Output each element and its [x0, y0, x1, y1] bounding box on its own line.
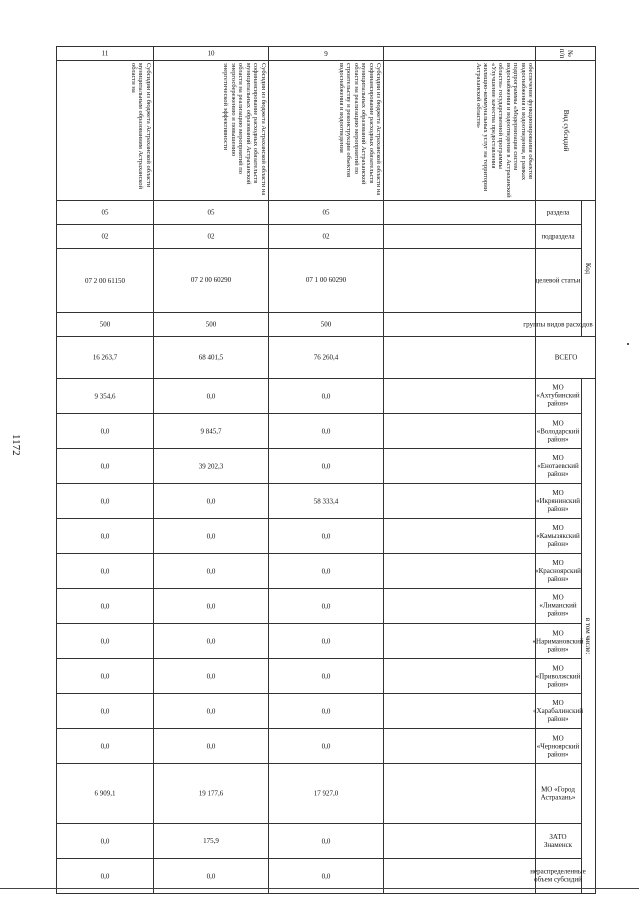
cell-value: 0,0: [321, 742, 331, 750]
row-region-value: [153, 554, 268, 589]
cell-value: 0,0: [100, 872, 110, 881]
row-region-value: [57, 519, 154, 554]
row-region-value: [268, 624, 383, 659]
cell-value: 19 177,6: [198, 789, 224, 798]
header-region-label: ЗАТО Знаменск: [544, 833, 573, 849]
cell-value: 17 927,0: [313, 789, 339, 798]
cell-value: 0,0: [206, 602, 216, 610]
row-region-value: [153, 729, 268, 764]
cell-value: 500: [99, 320, 111, 329]
row-region-value: [268, 824, 383, 859]
cell-value: 0,0: [206, 872, 216, 881]
row-region-value: [268, 519, 383, 554]
row-region-value: [153, 484, 268, 519]
cell-value: 0,0: [100, 837, 110, 845]
header-num: № п/п: [536, 47, 596, 61]
table-row: [153, 47, 268, 894]
header-region-label: МО «Город Астрахань»: [541, 785, 576, 802]
header-region-label: МО «Наримановский район»: [533, 629, 584, 653]
cell-value: 02: [322, 232, 330, 241]
cell-value: 68 401,5: [198, 353, 224, 362]
row-razdel: [57, 201, 154, 225]
row-region-value: [153, 519, 268, 554]
header-region-label: МО «Харабалинский район»: [533, 699, 584, 724]
row-podrazdel: [153, 225, 268, 249]
header-code-label: группы видов расходов: [523, 320, 594, 329]
header-region-label: МО «Енотаевский район»: [537, 454, 580, 478]
row-region-value: [384, 624, 536, 659]
cell-value: 0,0: [206, 497, 216, 505]
cell-value: 0,0: [100, 497, 110, 505]
row-region-value: [57, 589, 154, 624]
row-region-value: [384, 659, 536, 694]
header-code-col-0: [536, 201, 581, 225]
cell-value: 0,0: [206, 637, 216, 645]
row-target-article: [57, 249, 154, 313]
header-code-col-1: [536, 225, 581, 249]
row-region-value: [268, 764, 383, 824]
cell-value: 05: [207, 208, 215, 217]
row-podrazdel: [57, 225, 154, 249]
cell-value: 0,0: [206, 392, 216, 400]
header-region-label: нераспределенные объем субсидий: [530, 868, 587, 885]
row-expense-group: [384, 313, 536, 337]
row-region-value: [268, 694, 383, 729]
cell-value: 07 2 00 61150: [84, 276, 125, 285]
header-region-10: [536, 729, 581, 764]
cell-value: 9: [324, 49, 328, 58]
cell-value: 0,0: [321, 427, 331, 435]
cell-value: 500: [205, 320, 217, 329]
header-region-label: МО «Ахтубинский район»: [536, 384, 581, 408]
cell-value: 0,0: [321, 532, 331, 540]
header-region-4: [536, 519, 581, 554]
cell-value: 0,0: [321, 462, 331, 470]
row-total: [384, 337, 536, 379]
row-region-value: [153, 694, 268, 729]
bottom-rule: [0, 888, 639, 889]
cell-value: 02: [101, 232, 109, 241]
header-region-label: МО «Лиманский район»: [539, 594, 578, 619]
row-num: [153, 47, 268, 61]
row-expense-group: [57, 313, 154, 337]
row-region-value: [57, 624, 154, 659]
header-region-8: [536, 659, 581, 694]
cell-value: 0,0: [321, 707, 331, 715]
cell-value: 0,0: [321, 672, 331, 680]
cell-value: 58 333,4: [313, 497, 339, 505]
row-region-value: [153, 824, 268, 859]
cell-value: 0,0: [206, 672, 216, 680]
header-region-11: [536, 764, 581, 824]
row-razdel: [268, 201, 383, 225]
header-code-col-3: [523, 313, 594, 337]
cell-value: 0,0: [100, 602, 110, 610]
row-region-value: [57, 824, 154, 859]
row-region-value: [153, 624, 268, 659]
row-region-value: [268, 449, 383, 484]
scan-mark: [627, 343, 629, 345]
cell-value: 0,0: [206, 567, 216, 575]
row-num: [57, 47, 154, 61]
cell-value: 76 260,4: [313, 353, 339, 362]
cell-value: 11: [101, 49, 109, 58]
row-region-value: [384, 589, 536, 624]
row-region-value: [268, 659, 383, 694]
cell-value: 02: [207, 232, 215, 241]
cell-value: 10: [207, 49, 215, 58]
header-region-1: [536, 414, 581, 449]
header-kind: Вид субсидий: [536, 61, 596, 201]
header-code-label: целевой статьи: [536, 276, 581, 285]
header-total-label: ВСЕГО: [554, 353, 577, 362]
header-code-col-2: [536, 249, 581, 313]
row-region-value: [57, 484, 154, 519]
row-total: [153, 337, 268, 379]
row-region-value: [57, 659, 154, 694]
header-region-5: [536, 554, 581, 589]
row-region-value: [384, 414, 536, 449]
row-region-value: [153, 589, 268, 624]
rotated-table-wrapper: [56, 46, 596, 885]
cell-value: 0,0: [321, 602, 331, 610]
row-description: обеспечение функционирования объектов водоснабжения и водоотведения, в рамках подпрограммы «Модернизация систем водоснабжения и водоотведения в Астраханской области» государственной программы «Улучшение качества предоставления жилищно-коммунальных услуг на территории Астраханской области»: [384, 61, 536, 201]
cell-value: 0,0: [100, 532, 110, 540]
header-region-3: [536, 484, 581, 519]
row-region-value: [268, 589, 383, 624]
row-description: Субсидии из бюджета Астраханской области на софинансирование расходных обязательств муниципальных образований Астраханской области на реализацию мероприятий по энергосбережению и повышению энергетической эффективности: [153, 61, 268, 201]
cell-value: 07 2 00 60290: [190, 276, 231, 285]
header-code: Код: [581, 201, 595, 337]
row-expense-group: [268, 313, 383, 337]
row-description: Субсидии из бюджета Астраханской области муниципальным образованиям Астраханской области на: [57, 61, 154, 201]
row-region-value: [153, 659, 268, 694]
cell-value: 6 909,1: [94, 789, 116, 798]
row-region-value: [384, 379, 536, 414]
cell-value: 0,0: [100, 672, 110, 680]
row-razdel: [384, 201, 536, 225]
cell-value: 0,0: [321, 637, 331, 645]
row-num: [268, 47, 383, 61]
row-region-value: [57, 694, 154, 729]
row-region-value: [384, 824, 536, 859]
row-region-value: [268, 729, 383, 764]
page-number: 1172: [10, 434, 22, 456]
row-total: [57, 337, 154, 379]
header-region-label: МО «Черноярский район»: [537, 734, 580, 758]
cell-value: 9 354,6: [94, 392, 116, 400]
cell-value: 0,0: [100, 637, 110, 645]
row-region-value: [57, 729, 154, 764]
header-region-12: [536, 824, 581, 859]
row-region-value: [57, 554, 154, 589]
header-region-label: МО «Икрянинский район»: [536, 489, 581, 514]
cell-value: 0,0: [100, 567, 110, 575]
header-region-2: [536, 449, 581, 484]
row-region-value: [57, 764, 154, 824]
row-region-value: [268, 484, 383, 519]
row-region-value: [384, 484, 536, 519]
row-region-value: [268, 379, 383, 414]
row-region-value: [384, 764, 536, 824]
row-region-value: [384, 729, 536, 764]
cell-value: 0,0: [206, 707, 216, 715]
row-region-value: [153, 379, 268, 414]
table-row: [268, 47, 383, 894]
header-region-6: [536, 589, 581, 624]
header-region-label: МО «Камызякский район»: [536, 524, 581, 548]
header-region-label: МО «Красноярский район»: [535, 559, 582, 583]
cell-value: 0,0: [321, 837, 331, 845]
header-total: [536, 337, 596, 379]
cell-value: 0,0: [100, 462, 110, 470]
header-code-label: подраздела: [541, 232, 576, 241]
cell-value: 05: [101, 208, 109, 217]
cell-value: 16 263,7: [92, 353, 118, 362]
row-podrazdel: [268, 225, 383, 249]
row-region-value: [384, 519, 536, 554]
row-region-value: [153, 449, 268, 484]
row-target-article: [268, 249, 383, 313]
header-region-label: МО «Володарский район»: [537, 419, 580, 444]
row-region-value: [268, 414, 383, 449]
row-num: [384, 47, 536, 61]
header-incl: в том числе:: [581, 379, 595, 894]
row-description: Субсидии из бюджета Астраханской области на софинансирование расходных обязательств муниципальных образований Астраханской области на реализацию мероприятий по строительству и реконструкции объектов водоснабжения и водоотведения: [268, 61, 383, 201]
header-region-label: МО «Приволжский район»: [536, 664, 581, 689]
cell-value: 500: [320, 320, 332, 329]
table-row: [384, 47, 536, 894]
header-region-0: [536, 379, 581, 414]
cell-value: 175,9: [202, 837, 219, 845]
row-target-article: [384, 249, 536, 313]
header-region-7: [533, 624, 584, 659]
header-region-9: [533, 694, 584, 729]
cell-value: 0,0: [100, 427, 110, 435]
row-region-value: [268, 554, 383, 589]
cell-value: 0,0: [100, 742, 110, 750]
cell-value: 0,0: [100, 707, 110, 715]
row-total: [268, 337, 383, 379]
cell-value: 0,0: [321, 392, 331, 400]
header-code-label: раздела: [547, 208, 570, 217]
row-podrazdel: [384, 225, 536, 249]
row-region-value: [153, 764, 268, 824]
row-region-value: [153, 414, 268, 449]
row-region-value: [384, 694, 536, 729]
cell-value: 0,0: [321, 872, 331, 881]
table-row: [57, 47, 154, 894]
cell-value: 05: [322, 208, 330, 217]
row-region-value: [57, 379, 154, 414]
row-expense-group: [153, 313, 268, 337]
cell-value: 0,0: [206, 532, 216, 540]
cell-value: 07 1 00 60290: [305, 276, 347, 285]
cell-value: 9 845,7: [200, 427, 222, 435]
cell-value: 0,0: [321, 567, 331, 575]
row-razdel: [153, 201, 268, 225]
row-target-article: [153, 249, 268, 313]
subsidy-table: [56, 46, 596, 894]
cell-value: 0,0: [206, 742, 216, 750]
row-region-value: [57, 414, 154, 449]
cell-value: 39 202,3: [198, 462, 224, 470]
row-region-value: [57, 449, 154, 484]
row-region-value: [384, 449, 536, 484]
row-region-value: [384, 554, 536, 589]
